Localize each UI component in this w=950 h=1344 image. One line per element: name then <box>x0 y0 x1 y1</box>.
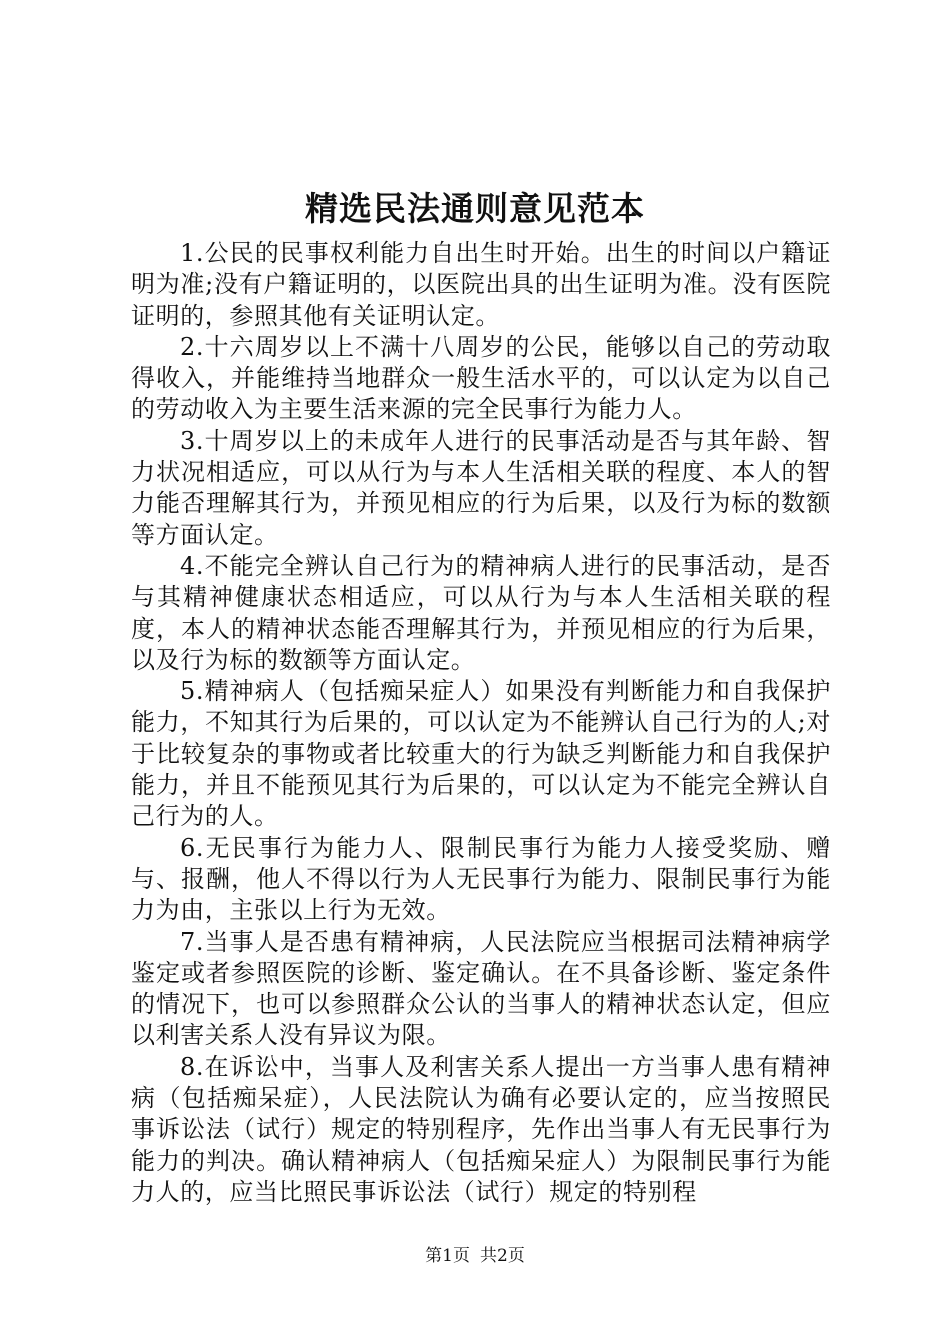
page-number-current: 第1页 <box>425 1246 470 1266</box>
paragraph-4: 4.不能完全辨认自己行为的精神病人进行的民事活动，是否与其精神健康状态相适应，可以从行为与本人生活相关联的程度，本人的精神状态能否理解其行为，并预见相应的行为后果，以及行为标的数额等方面认定。 <box>131 551 831 674</box>
paragraph-2: 2.十六周岁以上不满十八周岁的公民，能够以自己的劳动取得收入，并能维持当地群众一般生活水平的，可以认定为以自己的劳动收入为主要生活来源的完全民事行为能力人。 <box>131 332 831 424</box>
paragraph-1: 1.公民的民事权利能力自出生时开始。出生的时间以户籍证明为准;没有户籍证明的，以医院出具的出生证明为准。没有医院证明的，参照其他有关证明认定。 <box>131 239 831 330</box>
document-title: 精选民法通则意见范本 <box>305 189 645 228</box>
paragraph-7: 7.当事人是否患有精神病，人民法院应当根据司法精神病学鉴定或者参照医院的诊断、鉴定确认。在不具备诊断、鉴定条件的情况下，也可以参照群众公认的当事人的精神状态认定，但应以利害关系人没有异议为限。 <box>131 927 831 1050</box>
paragraph-6: 6.无民事行为能力人、限制民事行为能力人接受奖励、赠与、报酬，他人不得以行为人无民事行为能力、限制民事行为能力为由，主张以上行为无效。 <box>131 833 831 925</box>
paragraph-3: 3.十周岁以上的未成年人进行的民事活动是否与其年龄、智力状况相适应，可以从行为与本人生活相关联的程度、本人的智力能否理解其行为，并预见相应的行为后果，以及行为标的数额等方面认定。 <box>131 426 831 549</box>
page-footer <box>0 1245 950 1267</box>
paragraph-5: 5.精神病人（包括痴呆症人）如果没有判断能力和自我保护能力，不知其行为后果的，可以认定为不能辨认自己行为的人;对于比较复杂的事物或者比较重大的行为缺乏判断能力和自我保护能力，并且不能预见其行为后果的，可以认定为不能完全辨认自己行为的人。 <box>131 677 831 831</box>
page-number-total: 共2页 <box>480 1246 525 1266</box>
document-body <box>131 238 831 1208</box>
paragraph-8: 8.在诉讼中，当事人及利害关系人提出一方当事人患有精神病（包括痴呆症），人民法院认为确有必要认定的，应当按照民事诉讼法（试行）规定的特别程序，先作出当事人有无民事行为能力的判决。确认精神病人（包括痴呆症人）为限制民事行为能力人的，应当比照民事诉讼法（试行）规定的特别程 <box>131 1052 831 1206</box>
